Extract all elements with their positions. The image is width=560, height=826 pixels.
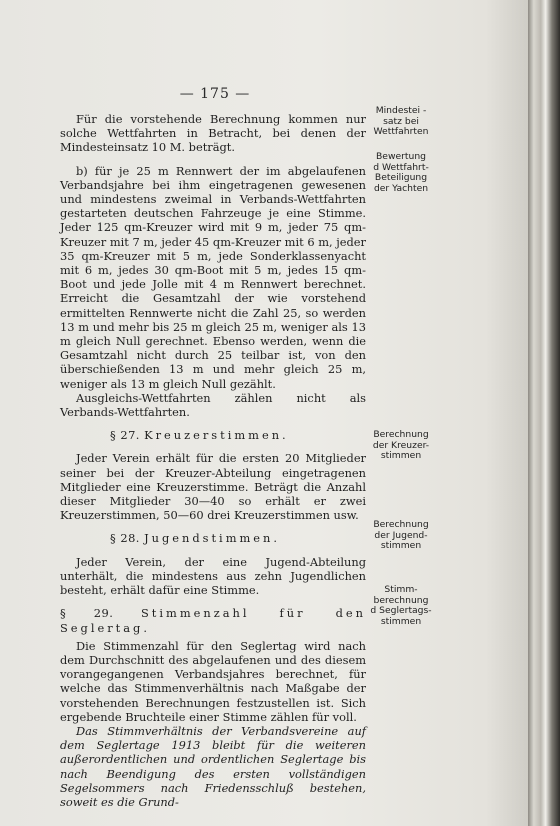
section-28-number: § 28. <box>110 531 140 546</box>
section-27-heading <box>60 428 366 442</box>
margin-note-cruiser-votes: Berechnung der Kreuzer- stimmen <box>372 429 430 462</box>
section-29-title: Stimmenzahl für den Seglertag. <box>60 606 367 635</box>
margin-note-seglertag-votes: Stimm- berechnung d Seglertags- stimmen <box>370 584 432 627</box>
paragraph-handicap-races: Ausgleichs-Wettfahrten zählen nicht als Verbands-Wettfahrten. <box>60 390 366 420</box>
paragraph-yacht-rating: b) für je 25 m Rennwert der im abgelaufenen Verbandsjahre bei ihm eingetragenen gewesenen und mindestens zweimal in Verbands-Wettfahrten gestarteten deutschen Fahrzeuge je eine Stimme. Jeder 125 qm-Kreuzer wird mit 9 m, jeder 75 qm-Kreuzer mit 7 m, jeder 45 qm-Kreuzer mit 6 m, jeder 35 qm-Kreuzer mit 5 m, jede Sonderklassenyacht mit 6 m, jedes 30 qm-Boot mit 5 m, jedes 15 qm-Boot und jede Jolle mit 4 m Rennwert berechnet. Erreicht die Gesamtzahl der wie vorstehend ermittelten Rennwerte nicht die Zahl 25, so werden 13 m und mehr bis 25 m gleich 25 m, weniger als 13 m gleich Null gerechnet. Ebenso werden, wenn die Gesamtzahl nicht durch 25 teilbar ist, von den überschießenden 13 m und mehr gleich 25 m, weniger als 13 m gleich Null gezählt. <box>60 163 366 391</box>
page-number: — 175 — <box>179 86 251 102</box>
paragraph-vote-count: Die Stimmenzahl für den Seglertag wird nach dem Durchschnitt des abgelaufenen und des diesem vorangegangenen Verbandsjahres berechnet, für welche das Stimmenverhältnis nach Maßgabe der vorstehenden Berechnungen festzustellen ist. Sich ergebende Bruchteile einer Stimme zählen für voll. <box>60 638 366 724</box>
margin-note-youth-votes: Berechnung der Jugend- stimmen <box>373 519 429 552</box>
book-binding-edge <box>528 0 560 826</box>
paragraph-youth-votes: Jeder Verein, der eine Jugend-Abteilung unterhält, die mindestens aus zehn Jugendlichen besteht, erhält dafür eine Stimme. <box>60 554 366 598</box>
paragraph-cruiser-votes: Jeder Verein erhält für die ersten 20 Mitglieder seiner bei der Kreuzer-Abteilung eingetragenen Mitglieder eine Kreuzerstimme. Beträgt die Anzahl dieser Mitglieder 30—40 so erhält er zwei Kreuzerstimmen, 50—60 drei Kreuzerstimmen usw. <box>60 451 366 523</box>
section-29-heading <box>60 606 366 634</box>
section-27-number: § 27. <box>110 428 140 443</box>
margin-note-minimum-stake: Mindestei - satz bei Wettfahrten <box>373 105 429 138</box>
margin-note-yacht-rating: Bewertung d Wettfahrt- Beteiligung der Yachten <box>373 151 429 194</box>
section-27-title: Kreuzerstimmen. <box>144 428 289 443</box>
section-28-heading <box>60 531 366 545</box>
section-28-title: Jugendstimmen. <box>144 531 280 546</box>
paragraph-minimum-stake: Für die vorstehende Berechnung kommen nur solche Wettfahrten in Betracht, bei denen der Mindesteinsatz 10 M. beträgt. <box>60 112 366 155</box>
section-29-number: § 29. <box>60 606 114 621</box>
main-text <box>60 112 366 809</box>
paragraph-vote-ratio-1913: Das Stimmverhältnis der Verbandsvereine auf dem Seglertage 1913 bleibt für die weiteren außerordentlichen und ordentlichen Seglertage bis nach Beendigung des ersten vollständigen Segelsommers nach Friedensschluß bestehen, soweit es die Grund- <box>60 723 366 809</box>
